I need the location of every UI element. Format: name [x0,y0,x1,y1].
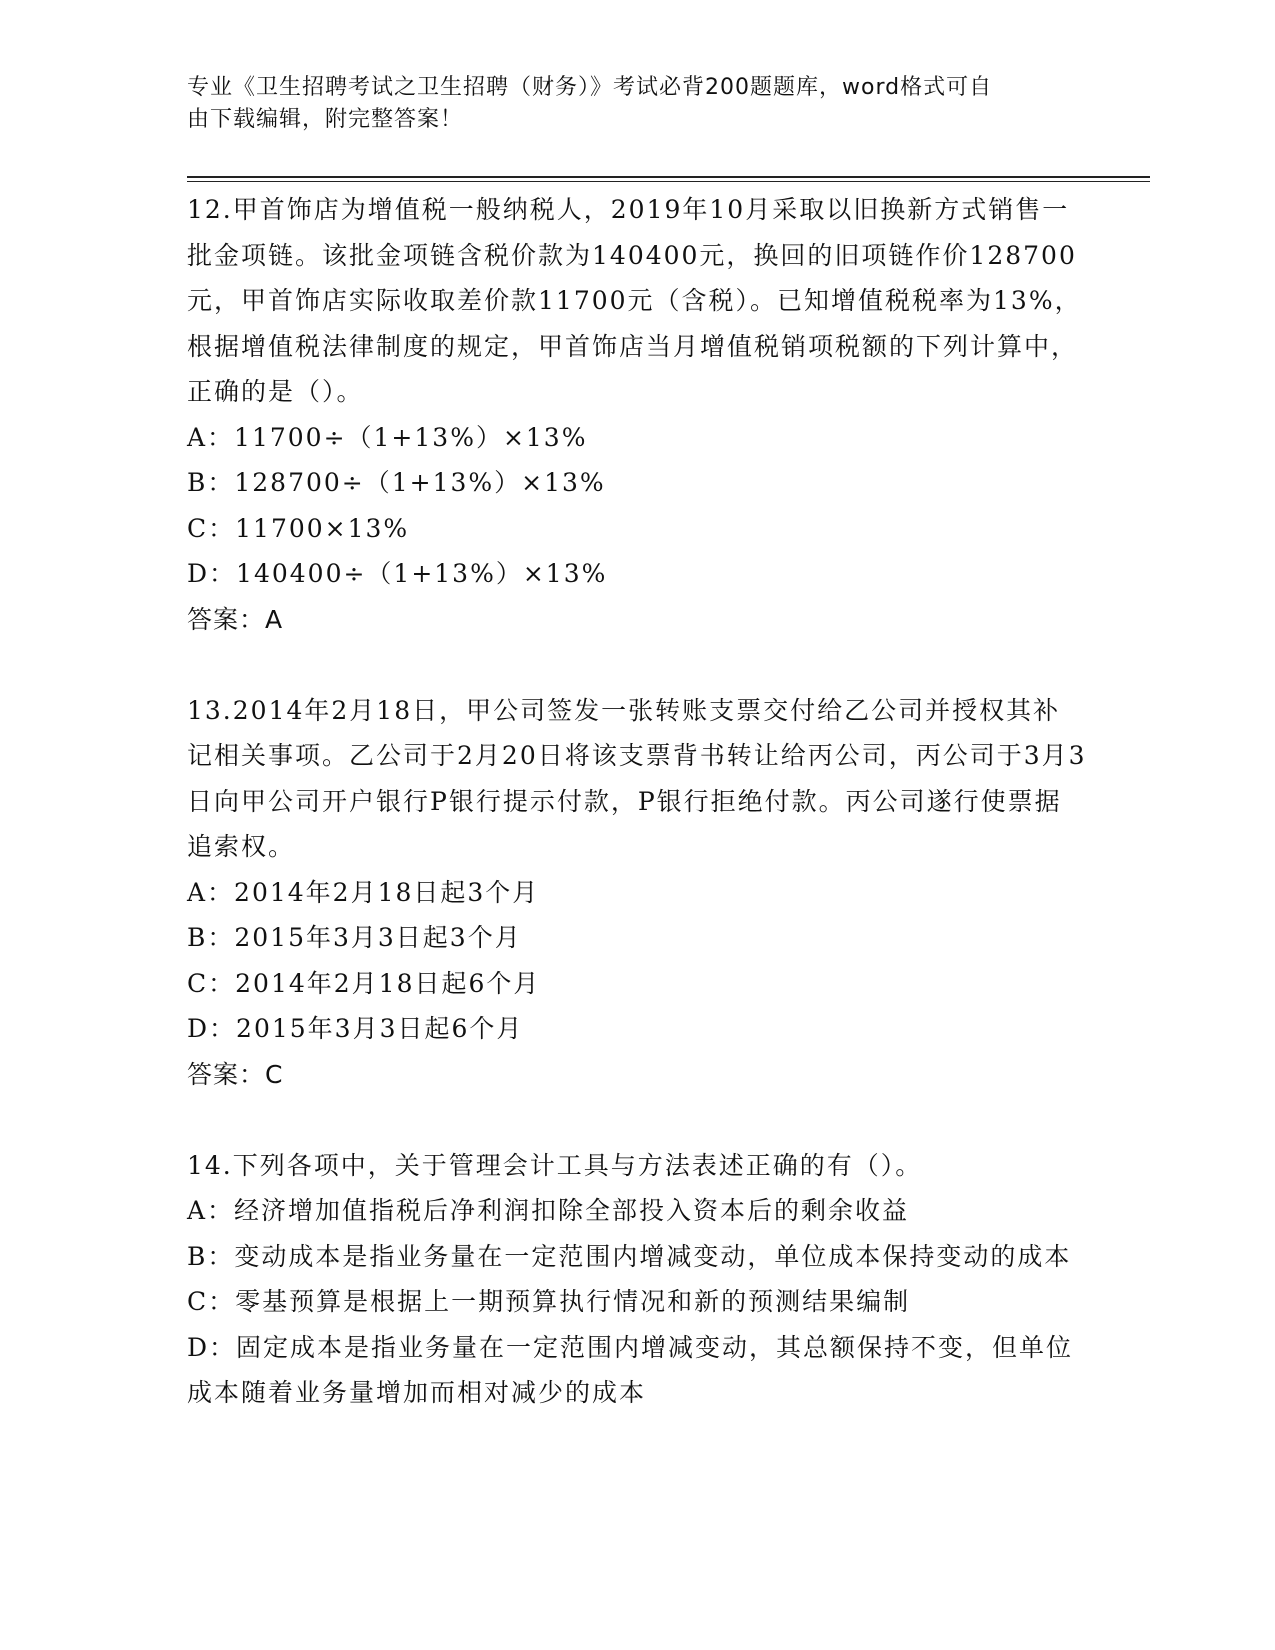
header-divider-thin [187,181,1150,182]
option-a: A：11700÷（1+13%）×13% [187,422,588,452]
option-d: D：140400÷（1+13%）×13% [187,559,608,588]
question-stem: 12.甲首饰店为增值税一般纳税人，2019年10月采取以旧换新方式销售一批金项链。该批金项链含税价款为140400元，换回的旧项链作价128700元，甲首饰店实际收取差价款11700元（含税）。已知增值税税率为13%，根据增值税法律制度的规定，甲首饰店当月增值税销项税额的下列计算中，正确的是（）。 [187,195,1082,406]
question-stem: 14.下列各项中，关于管理会计工具与方法表述正确的有（）。 [187,1150,923,1180]
option-b: B：2015年3月3日起3个月 [187,923,522,952]
option-d: D：固定成本是指业务量在一定范围内增减变动，其总额保持不变，但单位成本随着业务量增加而相对减少的成本 [187,1332,1074,1407]
option-a: A：经济增加值指税后净利润扣除全部投入资本后的剩余收益 [187,1196,910,1225]
question-stem: 13.2014年2月18日，甲公司签发一张转账支票交付给乙公司并授权其补记相关事项。乙公司于2月20日将该支票背书转让给丙公司，丙公司于3月3日向甲公司开户银行P银行提示付款，P银行拒绝付款。丙公司遂行使票据追索权。 [187,695,1087,861]
header-title-line-2: 由下载编辑，附完整答案！ [187,107,464,132]
option-c: C：11700×13% [187,513,410,543]
answer-line: 答案：C [187,1059,284,1089]
option-a: A：2014年2月18日起3个月 [187,877,540,907]
option-c: C：2014年2月18日起6个月 [187,968,541,998]
question-list [187,187,1087,1416]
option-c: C：零基预算是根据上一期预算执行情况和新的预测结果编制 [187,1287,911,1316]
option-b: B：变动成本是指业务量在一定范围内增减变动，单位成本保持变动的成本 [187,1241,1072,1271]
question-block-13 [187,688,1087,1098]
question-block-12 [187,187,1087,642]
answer-line: 答案：A [187,604,284,634]
document-header [187,72,1087,136]
option-d: D：2015年3月3日起6个月 [187,1014,524,1043]
question-spacer [187,642,1087,688]
header-title-line-1: 专业《卫生招聘考试之卫生招聘（财务）》考试必背200题题库，word格式可自 [187,75,993,100]
question-spacer [187,1097,1087,1143]
header-divider-thick [187,176,1150,178]
question-block-14 [187,1143,1087,1416]
option-b: B：128700÷（1+13%）×13% [187,468,606,497]
